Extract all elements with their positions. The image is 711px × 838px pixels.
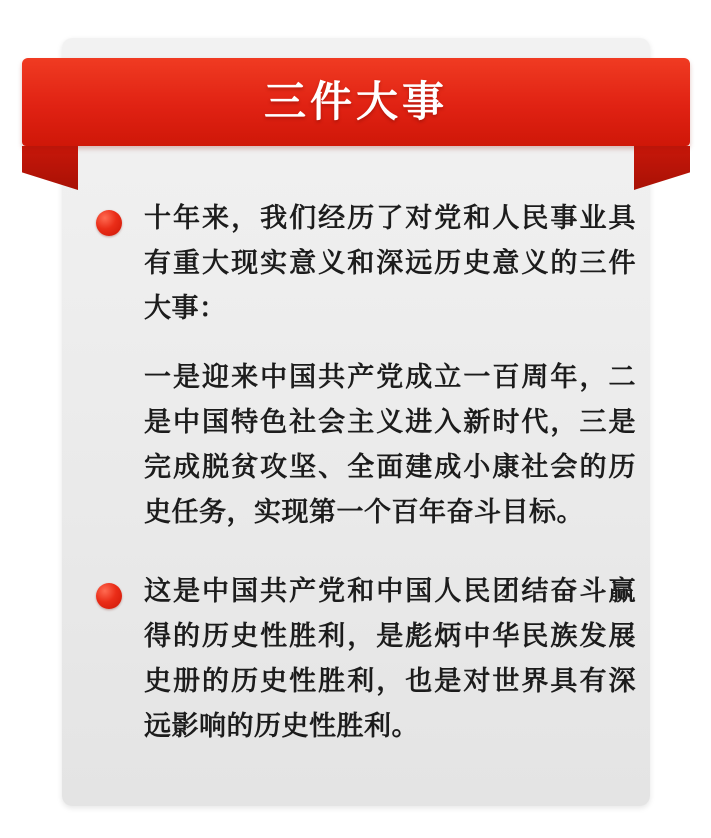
bullet-dot-icon	[96, 210, 122, 236]
paragraph-text: 一是迎来中国共产党成立一百周年，二是中国特色社会主义进入新时代，三是完成脱贫攻坚、全面建成小康社会的历史任务，实现第一个百年奋斗目标。	[144, 362, 636, 527]
content-area	[88, 196, 636, 783]
paragraph-text: 这是中国共产党和中国人民团结奋斗赢得的历史性胜利，是彪炳中华民族发展史册的历史性胜利，也是对世界具有深远影响的历史性胜利。	[144, 576, 636, 741]
banner-ribbon	[22, 58, 690, 146]
banner-title: 三件大事	[263, 78, 448, 125]
ribbon-tail-right	[634, 146, 690, 190]
bullet-item-2	[88, 569, 636, 749]
bullet-dot-icon	[96, 583, 122, 609]
paragraph-text: 十年来，我们经历了对党和人民事业具有重大现实意义和深远历史意义的三件大事：	[144, 203, 636, 323]
ribbon-tail-left	[22, 146, 78, 190]
bullet-item-1	[88, 196, 636, 535]
paragraph-spacer	[144, 341, 636, 355]
